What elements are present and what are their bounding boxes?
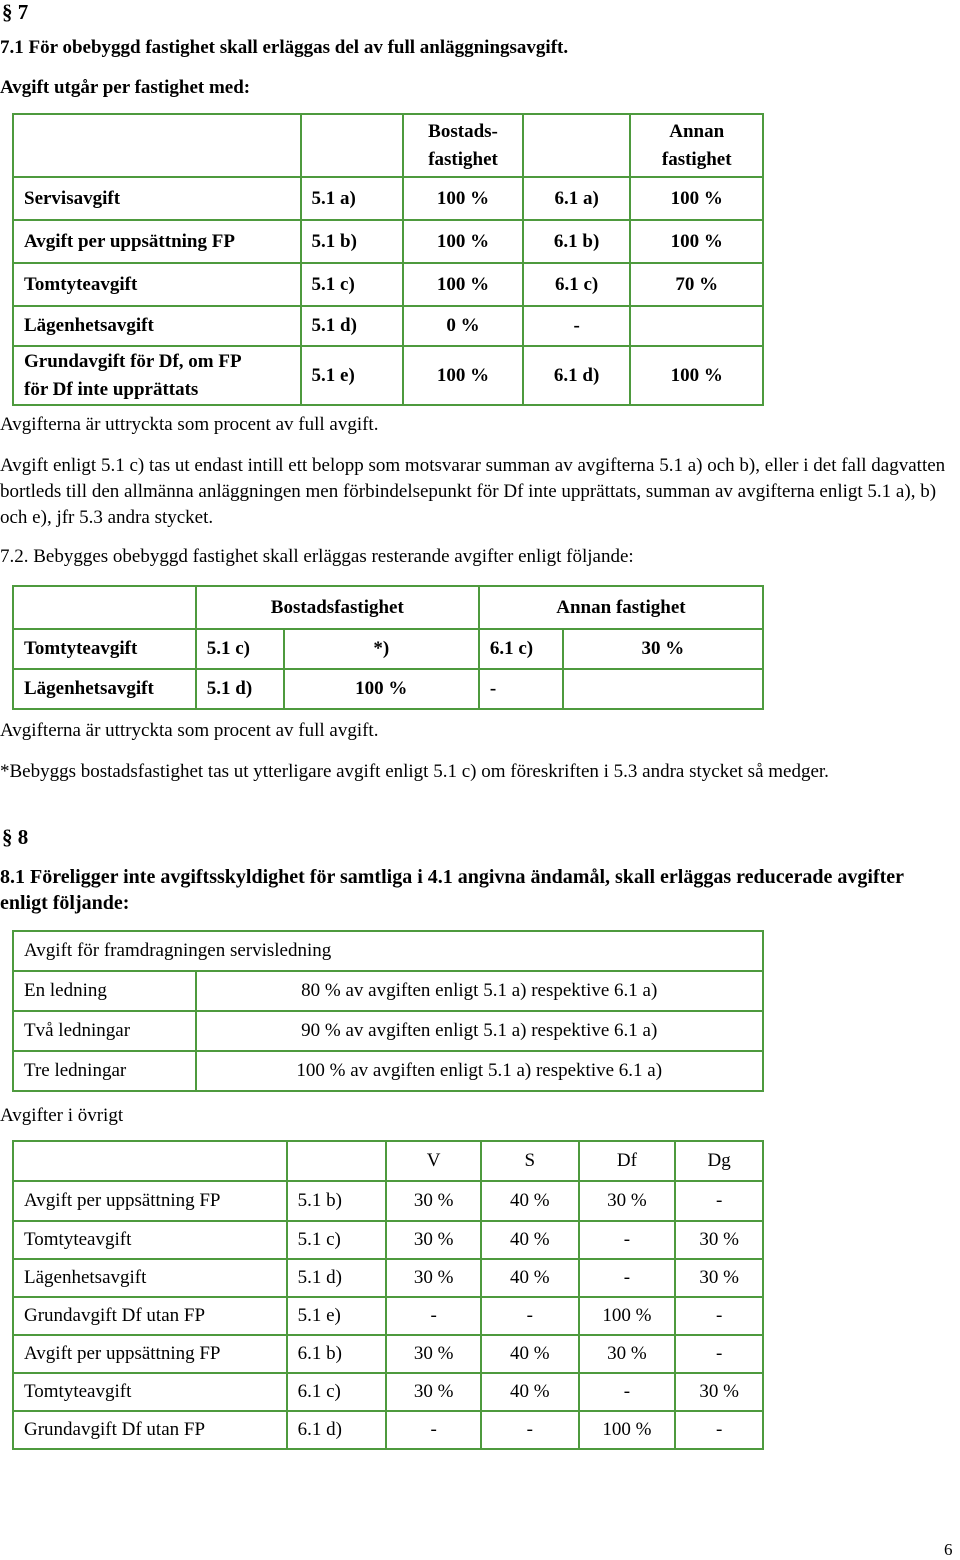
table-row bbox=[13, 1051, 763, 1091]
row-label: Grundavgift Df utan FP bbox=[13, 1411, 287, 1449]
row-ref: 5.1 d) bbox=[301, 306, 404, 346]
table-header-row bbox=[13, 586, 763, 629]
row-ref: 5.1 d) bbox=[287, 1259, 387, 1297]
table-row bbox=[13, 220, 763, 263]
table-cell bbox=[301, 114, 404, 177]
row-value: *) bbox=[284, 629, 479, 669]
row-value: 80 % av avgiften enligt 5.1 a) respektive 6.1 a) bbox=[196, 971, 764, 1011]
table-avgifter-i-ovrigt bbox=[12, 1140, 764, 1450]
row-label: Tomtyteavgift bbox=[13, 1373, 287, 1411]
row-value: 90 % av avgiften enligt 5.1 a) respektive 6.1 a) bbox=[196, 1011, 764, 1051]
row-value-dg: 30 % bbox=[675, 1373, 763, 1411]
table-header-row bbox=[13, 931, 763, 971]
row-value-v: - bbox=[386, 1297, 481, 1335]
row-label: Avgift per uppsättning FP bbox=[13, 1181, 287, 1221]
header-v: V bbox=[386, 1141, 481, 1181]
row-label: Grundavgift för Df, om FP för Df inte upprättats bbox=[13, 346, 301, 405]
row-label: Lägenhetsavgift bbox=[13, 669, 196, 709]
table-cell bbox=[287, 1141, 387, 1181]
table-row bbox=[13, 629, 763, 669]
row-value-dg: - bbox=[675, 1181, 763, 1221]
row-value-df: - bbox=[579, 1373, 676, 1411]
row-ref: 5.1 a) bbox=[301, 177, 404, 220]
row-value-df: - bbox=[579, 1221, 676, 1259]
table-row bbox=[13, 1259, 763, 1297]
row-value: 100 % bbox=[284, 669, 479, 709]
header-df: Df bbox=[579, 1141, 676, 1181]
header-bostadsfastighet: Bostads- fastighet bbox=[403, 114, 523, 177]
row-value-s: 40 % bbox=[481, 1259, 579, 1297]
row-ref: 5.1 d) bbox=[196, 669, 284, 709]
row-ref: 6.1 c) bbox=[523, 263, 631, 306]
row-value: 30 % bbox=[563, 629, 763, 669]
row-ref: 5.1 e) bbox=[287, 1297, 387, 1335]
row-value-df: 30 % bbox=[579, 1335, 676, 1373]
table-row bbox=[13, 1335, 763, 1373]
table-row bbox=[13, 669, 763, 709]
row-label: Avgift per uppsättning FP bbox=[13, 220, 301, 263]
table-row bbox=[13, 306, 763, 346]
row-value: 70 % bbox=[630, 263, 763, 306]
row-value-s: 40 % bbox=[481, 1335, 579, 1373]
row-value-v: 30 % bbox=[386, 1221, 481, 1259]
section-7-1-sub: Avgift utgår per fastighet med: bbox=[0, 77, 251, 98]
header-annan-fastighet: Annan fastighet bbox=[479, 586, 763, 629]
row-value-df: - bbox=[579, 1259, 676, 1297]
row-label: Avgift per uppsättning FP bbox=[13, 1335, 287, 1373]
row-label: Tomtyteavgift bbox=[13, 1221, 287, 1259]
row-value-v: - bbox=[386, 1411, 481, 1449]
row-ref: - bbox=[523, 306, 631, 346]
row-label: En ledning bbox=[13, 971, 196, 1011]
table-row bbox=[13, 1411, 763, 1449]
row-ref: 6.1 a) bbox=[523, 177, 631, 220]
row-ref: 6.1 c) bbox=[287, 1373, 387, 1411]
table-servisledning bbox=[12, 930, 764, 1092]
row-value-v: 30 % bbox=[386, 1373, 481, 1411]
avgifter-i-ovrigt-label: Avgifter i övrigt bbox=[0, 1105, 124, 1126]
table-row bbox=[13, 1011, 763, 1051]
row-label: Lägenhetsavgift bbox=[13, 1259, 287, 1297]
row-value-s: - bbox=[481, 1411, 579, 1449]
row-value-v: 30 % bbox=[386, 1259, 481, 1297]
row-value-dg: 30 % bbox=[675, 1259, 763, 1297]
row-ref: 5.1 e) bbox=[301, 346, 404, 405]
row-label: Servisavgift bbox=[13, 177, 301, 220]
paragraph-avgift-enligt: Avgift enligt 5.1 c) tas ut endast intill ett belopp som motsvarar summan av avgifterna 5.1 a) och b), eller i det fall dagvatten bortleds till den allmänna anläggningen men förbindelsepunkt för Df inte upprättats, summan av avgifterna enligt 5.1 a), b) och e), jfr 5.3 andra stycket. bbox=[0, 455, 946, 528]
table-row bbox=[13, 1181, 763, 1221]
header-s: S bbox=[481, 1141, 579, 1181]
row-value-s: - bbox=[481, 1297, 579, 1335]
section-7-symbol: § 7 bbox=[2, 0, 29, 24]
table-cell bbox=[13, 114, 301, 177]
section-8-symbol: § 8 bbox=[2, 825, 29, 849]
table-header-row bbox=[13, 1141, 763, 1181]
table-row bbox=[13, 346, 763, 405]
row-ref: 5.1 b) bbox=[301, 220, 404, 263]
row-value-dg: 30 % bbox=[675, 1221, 763, 1259]
table-title: Avgift för framdragningen servisledning bbox=[13, 931, 763, 971]
row-label: Tre ledningar bbox=[13, 1051, 196, 1091]
table-row bbox=[13, 177, 763, 220]
row-value bbox=[563, 669, 763, 709]
row-value: 100 % bbox=[403, 263, 523, 306]
row-value: 100 % bbox=[630, 220, 763, 263]
row-value bbox=[630, 306, 763, 346]
row-ref: 6.1 b) bbox=[287, 1335, 387, 1373]
row-ref: 6.1 c) bbox=[479, 629, 563, 669]
row-label: Tomtyteavgift bbox=[13, 629, 196, 669]
table-row bbox=[13, 1221, 763, 1259]
row-ref: 6.1 d) bbox=[287, 1411, 387, 1449]
row-value: 100 % bbox=[403, 220, 523, 263]
row-ref: 5.1 c) bbox=[301, 263, 404, 306]
table-row bbox=[13, 1373, 763, 1411]
row-value: 100 % bbox=[403, 177, 523, 220]
row-value-dg: - bbox=[675, 1297, 763, 1335]
row-ref: - bbox=[479, 669, 563, 709]
row-value-df: 100 % bbox=[579, 1411, 676, 1449]
section-7-1-heading: 7.1 För obebyggd fastighet skall erläggas del av full anläggningsavgift. bbox=[0, 37, 569, 58]
row-value-s: 40 % bbox=[481, 1373, 579, 1411]
row-ref: 6.1 d) bbox=[523, 346, 631, 405]
row-label: Två ledningar bbox=[13, 1011, 196, 1051]
row-value: 100 % bbox=[403, 346, 523, 405]
row-value-dg: - bbox=[675, 1411, 763, 1449]
row-label: Grundavgift Df utan FP bbox=[13, 1297, 287, 1335]
footnote-bebyggs: *Bebyggs bostadsfastighet tas ut ytterligare avgift enligt 5.1 c) om föreskriften i 5.3 andra stycket så medger. bbox=[0, 761, 829, 782]
header-annan-fastighet: Annan fastighet bbox=[630, 114, 763, 177]
row-value: 100 % bbox=[630, 346, 763, 405]
row-ref: 6.1 b) bbox=[523, 220, 631, 263]
row-value-s: 40 % bbox=[481, 1221, 579, 1259]
row-label: Tomtyteavgift bbox=[13, 263, 301, 306]
table-row bbox=[13, 263, 763, 306]
table-header-row bbox=[13, 114, 763, 177]
header-bostadsfastighet: Bostadsfastighet bbox=[196, 586, 479, 629]
header-dg: Dg bbox=[675, 1141, 763, 1181]
section-8-1-heading: 8.1 Föreligger inte avgiftsskyldighet för samtliga i 4.1 angivna ändamål, skall erläggas reducerade avgifter enligt följande: bbox=[0, 866, 904, 914]
row-value-s: 40 % bbox=[481, 1181, 579, 1221]
note-percent-1: Avgifterna är uttryckta som procent av full avgift. bbox=[0, 414, 379, 435]
row-value-v: 30 % bbox=[386, 1181, 481, 1221]
page-number: 6 bbox=[944, 1540, 953, 1559]
row-value-dg: - bbox=[675, 1335, 763, 1373]
note-percent-2: Avgifterna är uttryckta som procent av full avgift. bbox=[0, 720, 379, 741]
row-value: 100 % bbox=[630, 177, 763, 220]
section-7-2-heading: 7.2. Bebygges obebyggd fastighet skall erläggas resterande avgifter enligt följande: bbox=[0, 546, 634, 567]
row-value-df: 30 % bbox=[579, 1181, 676, 1221]
table-cell bbox=[523, 114, 631, 177]
table-anlaggningsavgift bbox=[12, 113, 764, 406]
table-row bbox=[13, 1297, 763, 1335]
table-cell bbox=[13, 586, 196, 629]
row-value: 100 % av avgiften enligt 5.1 a) respektive 6.1 a) bbox=[196, 1051, 764, 1091]
row-value-v: 30 % bbox=[386, 1335, 481, 1373]
row-ref: 5.1 c) bbox=[287, 1221, 387, 1259]
table-cell bbox=[13, 1141, 287, 1181]
row-value-df: 100 % bbox=[579, 1297, 676, 1335]
table-row bbox=[13, 971, 763, 1011]
row-ref: 5.1 b) bbox=[287, 1181, 387, 1221]
row-value: 0 % bbox=[403, 306, 523, 346]
row-ref: 5.1 c) bbox=[196, 629, 284, 669]
table-resterande-avgifter bbox=[12, 585, 764, 710]
row-label: Lägenhetsavgift bbox=[13, 306, 301, 346]
